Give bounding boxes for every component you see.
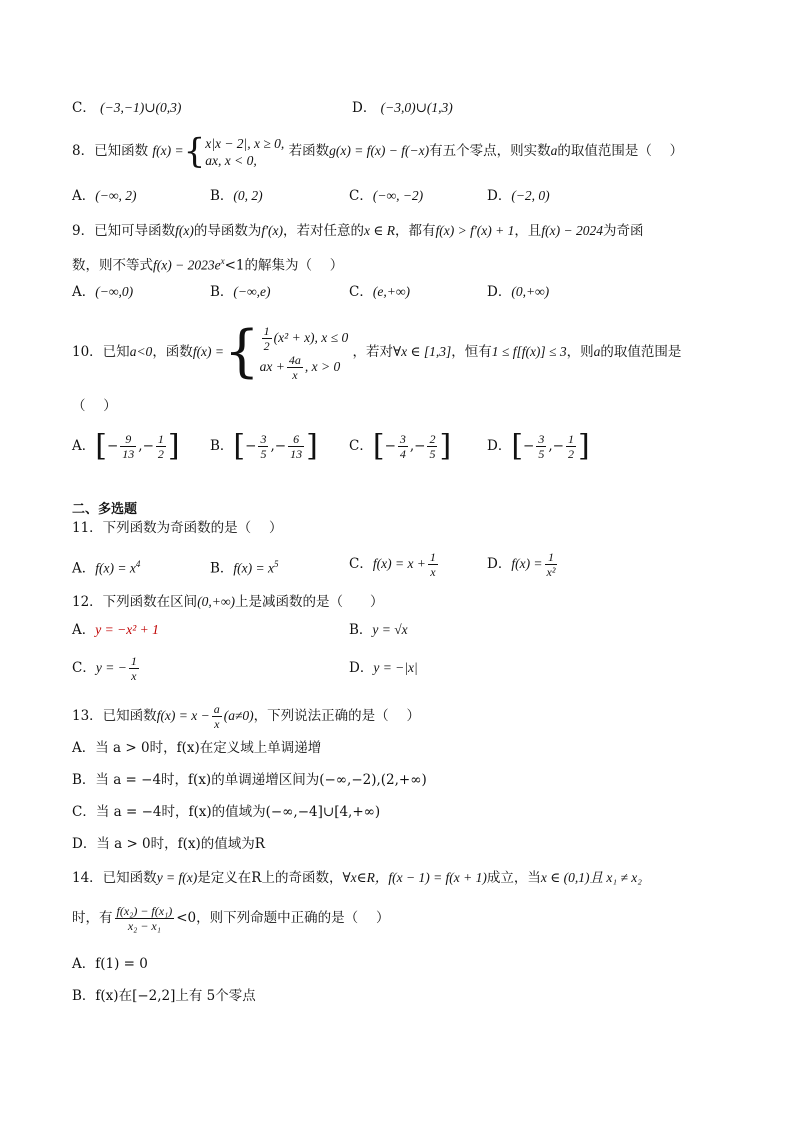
option-math: f(x) = x (233, 560, 275, 576)
bracket-icon: ] (167, 428, 180, 464)
option-label: A． (72, 622, 96, 638)
fraction (428, 550, 438, 579)
numerator: 3 (260, 432, 267, 446)
fraction (427, 432, 437, 461)
option-math: (−3,−1)∪(0,3) (100, 100, 182, 115)
denominator: 2 (157, 447, 164, 461)
q11-option-c[interactable] (349, 546, 440, 582)
option-label: A． (72, 284, 96, 300)
math: f(x) = (192, 344, 225, 359)
math: a<0 (129, 344, 153, 359)
q8-gx: g(x) = f(x) − f(−x) (329, 143, 430, 158)
q7-option-c[interactable] (72, 98, 181, 118)
q10-option-c[interactable]: C．[− $\frac{3}{4}$ ,− $\frac{2}{5}$ ] (349, 428, 452, 464)
denominator: 13 (122, 447, 135, 461)
q9-option-a[interactable] (72, 282, 133, 302)
q14-option-b[interactable]: B．f(x)在[−2,2]上有 5个零点 (72, 988, 256, 1004)
q11-stem: 11．下列函数为奇函数的是（ ） (72, 520, 283, 536)
denominator: 5 (538, 447, 545, 461)
option-label: C． (349, 438, 373, 454)
text: ，下列说法正确的是（ ） (253, 708, 420, 724)
math: x ∈ (0,1)且 x₁ ≠ x₂ (540, 870, 642, 885)
q9-stem-line1 (72, 221, 643, 241)
text: 成立，当 (486, 870, 541, 886)
option-label: D． (349, 660, 374, 676)
numerator: 4a (288, 352, 301, 367)
superscript: 4 (135, 559, 141, 569)
q13-option-c[interactable]: C．当 a = −4时，f(x)的值域为(−∞,−4]∪[4,+∞) (72, 804, 381, 820)
denominator: x (214, 717, 220, 731)
option-label: B． (210, 188, 234, 204)
numerator: 1 (157, 432, 164, 446)
fraction (287, 353, 303, 382)
denominator: 5 (429, 447, 436, 461)
q10-option-b[interactable]: B．[− $\frac{3}{5}$ ,− $\frac{6}{13}$ ] (210, 428, 318, 464)
fraction (536, 432, 546, 461)
option-label: C． (349, 556, 373, 572)
math: y = f(x) (156, 870, 198, 885)
option-math: y = − (95, 660, 127, 675)
option-math: y = −|x| (373, 660, 418, 675)
q8-option-a[interactable] (72, 186, 136, 206)
numerator: a (213, 702, 220, 716)
q12-option-b[interactable] (349, 620, 408, 640)
fraction (398, 432, 408, 461)
q10-option-d[interactable]: D．[− $\frac{3}{5}$ ,− $\frac{1}{2}$ ] (487, 428, 590, 464)
q14-option-a[interactable]: A．f(1) = 0 (72, 956, 148, 972)
option-label: A． (72, 560, 96, 577)
denominator: x (292, 367, 298, 382)
option-math: (−∞, −2) (372, 188, 424, 203)
brace-icon: { (224, 319, 260, 385)
option-math: (−∞,e) (233, 284, 271, 299)
option-math: y = √x (372, 622, 408, 637)
math: f(x) = x − (156, 708, 210, 723)
q11-option-d[interactable] (487, 546, 559, 582)
option-label: D． (487, 188, 512, 204)
q8-piece1: x|x − 2|, x ≥ 0, (205, 135, 285, 151)
q8-suffix1: 有五个零点，则实数 (429, 143, 551, 159)
q9-stem-line2 (72, 251, 343, 276)
q12-option-a[interactable] (72, 620, 159, 640)
brace-icon: { (183, 131, 206, 172)
bracket-icon: [ (372, 428, 385, 464)
option-label: B． (210, 438, 234, 454)
math: ax + (259, 358, 285, 374)
option-math: (−3,0)∪(1,3) (380, 100, 453, 115)
text: <0，则下列命题中正确的是（ ） (176, 910, 390, 926)
option-math: (e,+∞) (372, 284, 410, 299)
q12-stem (72, 592, 384, 612)
q7-option-d[interactable] (352, 98, 453, 118)
option-math: (−∞, 2) (95, 188, 137, 203)
option-label: C． (349, 284, 373, 300)
math: f(x) (175, 223, 194, 238)
q8-option-c[interactable] (349, 186, 423, 206)
numerator: 1 (567, 432, 574, 446)
math: f(x) > f′(x) + 1 (435, 223, 515, 238)
option-label: D． (487, 284, 512, 300)
option-math: f(x) = x + (372, 556, 426, 571)
bracket-icon: ] (439, 428, 452, 464)
bracket-icon: ] (306, 428, 318, 464)
text: ，函数 (152, 344, 193, 360)
fraction (566, 432, 576, 461)
option-label: C． (349, 188, 373, 204)
superscript: x (220, 256, 225, 266)
denominator: 13 (290, 447, 303, 461)
text: ，则 (566, 344, 594, 360)
math: (x² + x), x ≤ 0 (273, 329, 349, 345)
math: (a≠0) (223, 708, 254, 723)
option-label: D． (487, 438, 512, 454)
q13-option-b[interactable]: B．当 a = −4时，f(x)的单调递增区间为(−∞,−2),(2,+∞) (72, 772, 427, 788)
math: 1 ≤ f[f(x)] ≤ 3 (491, 344, 567, 359)
superscript: 5 (274, 559, 279, 569)
q8-a: a (550, 143, 558, 158)
option-math: (0,+∞) (511, 284, 550, 299)
option-label: D． (487, 556, 512, 572)
q12-option-d[interactable] (349, 658, 418, 678)
denominator: 5 (260, 447, 267, 461)
numerator: 1 (545, 550, 558, 565)
denominator: x (131, 669, 137, 683)
section-heading: 二、多选题 (72, 502, 138, 517)
text: ，恒有 (451, 344, 492, 360)
math: ∀x∈R， (342, 870, 389, 885)
numerator: 3 (399, 432, 406, 446)
fraction (156, 432, 166, 461)
q9-option-c[interactable] (349, 282, 410, 302)
q8-prefix: 8．已知函数 (72, 143, 149, 159)
option-math: f(x) = x (95, 560, 136, 576)
q8-middle: 若函数 (288, 143, 330, 159)
math: a (593, 344, 601, 359)
q8-piece2: ax, x < 0, (205, 152, 257, 168)
q10-piece1 (260, 324, 349, 353)
denominator: 4 (399, 447, 406, 461)
text: ，都有 (395, 223, 436, 239)
q14-stem-line1 (72, 868, 642, 888)
text: 是定义在R上的奇函数， (197, 870, 343, 886)
q10-stem (72, 319, 682, 385)
text: 为奇函 (602, 223, 644, 239)
option-math: f(x) = (511, 556, 543, 571)
math: f(x) − 2023e (153, 257, 221, 273)
fraction (262, 324, 272, 353)
q13-option-d[interactable]: D．当 a > 0时，f(x)的值域为R (72, 836, 265, 852)
text: ，若对任意的 (283, 223, 365, 239)
q8-option-b[interactable] (210, 186, 263, 206)
q13-option-a[interactable]: A．当 a > 0时，f(x)在定义域上单调递增 (72, 740, 322, 756)
text: 数，则不等式 (72, 257, 153, 274)
numerator: 6 (288, 432, 304, 447)
math: f(x − 1) = f(x + 1) (388, 870, 487, 885)
fraction (120, 432, 136, 461)
numerator: 1 (130, 654, 137, 668)
q10-piece2 (260, 353, 349, 382)
q11-option-b[interactable] (210, 554, 279, 579)
fraction (288, 432, 304, 461)
text: 上是减函数的是（ ） (235, 594, 384, 610)
math: (0,+∞) (197, 594, 236, 609)
numerator: 2 (429, 432, 436, 446)
option-math: (0, 2) (233, 188, 263, 203)
denominator: x (430, 565, 436, 579)
numerator: 1 (263, 323, 270, 338)
bracket-icon: [ (95, 428, 107, 464)
numerator: 9 (120, 432, 136, 447)
q9-option-b[interactable] (210, 282, 271, 302)
bracket-icon: [ (511, 428, 524, 464)
math: f(x) − 2024 (541, 223, 603, 238)
text: 的取值范围是 (600, 344, 682, 360)
option-label: B． (349, 622, 373, 638)
q14-stem-line2 (72, 900, 389, 936)
q8-suffix2: 的取值范围是（ ） (557, 143, 684, 159)
option-math: (−2, 0) (511, 188, 550, 203)
q12-option-c[interactable] (72, 650, 141, 686)
bracket-icon: [ (233, 428, 246, 464)
q10-piecewise (260, 324, 349, 382)
q13-stem (72, 698, 420, 734)
fraction (115, 904, 175, 933)
q9-option-d[interactable] (487, 282, 549, 302)
denominator: x² (546, 565, 556, 579)
option-label: B． (210, 284, 234, 300)
option-label: D． (352, 100, 377, 116)
math: x ∈ R (364, 223, 395, 238)
text: 14．已知函数 (72, 870, 157, 886)
text: ，且 (514, 223, 542, 239)
text: 9．已知可导函数 (72, 223, 176, 239)
option-label: B． (210, 560, 234, 577)
option-math: y = −x² + 1 (95, 622, 159, 637)
fraction (212, 702, 222, 731)
math: , x > 0 (304, 358, 341, 374)
math: ∀x ∈ [1,3] (393, 344, 452, 359)
q8-piecewise (205, 135, 284, 169)
q10-option-a[interactable]: A．[− $\frac{9}{13}$ ,− $\frac{1}{2}$ ] (72, 428, 180, 464)
text: 的导函数为 (193, 223, 262, 239)
q11-option-a[interactable] (72, 554, 140, 579)
option-label: C． (72, 660, 96, 676)
fraction (129, 654, 139, 683)
option-label: A． (72, 188, 96, 204)
denominator: x₂ − x₁ (127, 919, 161, 933)
text: 12．下列函数在区间 (72, 594, 198, 610)
fraction (258, 432, 268, 461)
q8-fx: f(x) = (152, 143, 184, 158)
text: <1的解集为（ ） (224, 257, 344, 274)
text: 时，有 (72, 910, 113, 926)
text: 10．已知 (72, 344, 130, 360)
math: f′(x) (261, 223, 284, 238)
q8-option-d[interactable] (487, 186, 550, 206)
fraction (545, 550, 558, 579)
q8-stem (72, 131, 684, 172)
numerator: 3 (538, 432, 545, 446)
option-math: (−∞,0) (95, 284, 134, 299)
option-label: A． (72, 438, 96, 454)
text: ，若对 (352, 344, 394, 360)
bracket-icon: ] (577, 428, 590, 464)
denominator: 2 (263, 338, 270, 353)
denominator: 2 (567, 447, 574, 461)
numerator: 1 (429, 550, 436, 564)
option-label: C． (72, 100, 96, 116)
numerator: f(x₂) − f(x₁) (116, 904, 173, 918)
q10-paren (72, 396, 117, 416)
text: （ ） (72, 398, 117, 414)
text: 13．已知函数 (72, 708, 157, 724)
